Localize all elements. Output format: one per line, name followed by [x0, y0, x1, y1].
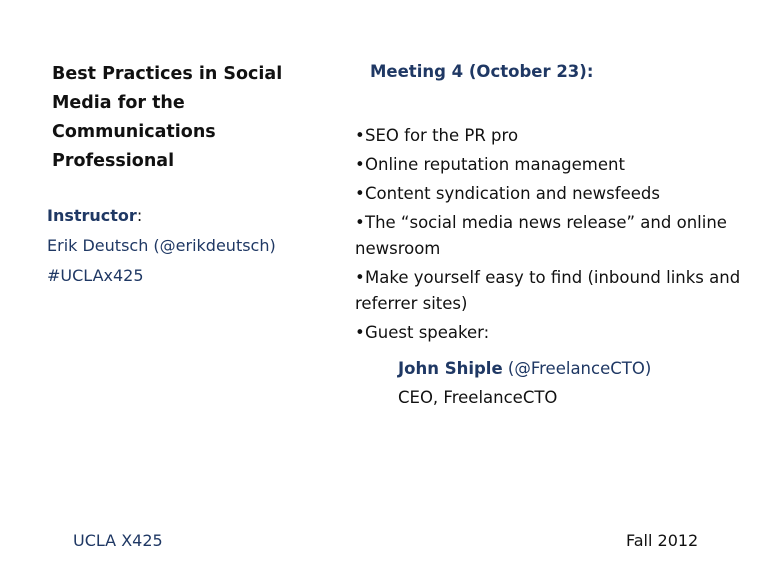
agenda-list — [355, 123, 755, 349]
agenda-item — [355, 152, 755, 178]
agenda-item-text: The “social media news release” and online newsroom — [355, 213, 727, 258]
meeting-heading: Meeting 4 (October 23): — [370, 62, 594, 81]
bullet-icon: • — [355, 323, 365, 342]
instructor-label-colon: : — [136, 206, 143, 225]
instructor-label: Instructor — [47, 206, 137, 225]
agenda-item — [355, 181, 755, 207]
agenda-item-text: Guest speaker: — [365, 323, 490, 342]
instructor-name: Erik Deutsch (@erikdeutsch) — [47, 236, 276, 255]
agenda-item-text: SEO for the PR pro — [365, 126, 519, 145]
guest-speaker-line — [398, 359, 651, 378]
agenda-item — [355, 265, 755, 317]
bullet-icon: • — [355, 268, 365, 287]
guest-speaker-handle: (@FreelanceCTO) — [507, 359, 652, 378]
footer-course-code: UCLA X425 — [73, 531, 163, 550]
bullet-icon: • — [355, 126, 365, 145]
bullet-icon: • — [355, 213, 365, 232]
course-title: Best Practices in Social Media for the Communications Professional — [52, 64, 283, 171]
course-hashtag: #UCLAx425 — [47, 266, 144, 285]
guest-speaker-role: CEO, FreelanceCTO — [398, 388, 558, 407]
agenda-item — [355, 123, 755, 149]
bullet-icon: • — [355, 184, 365, 203]
agenda-item — [355, 320, 755, 346]
instructor-label-line — [47, 201, 276, 231]
agenda-item-text: Make yourself easy to find (inbound links and referrer sites) — [355, 268, 741, 313]
instructor-block — [47, 201, 276, 291]
agenda-item-text: Content syndication and newsfeeds — [365, 184, 660, 203]
agenda-item — [355, 210, 755, 262]
bullet-icon: • — [355, 155, 365, 174]
guest-speaker-name: John Shiple — [398, 359, 503, 378]
agenda-item-text: Online reputation management — [365, 155, 625, 174]
footer-term: Fall 2012 — [626, 531, 699, 550]
